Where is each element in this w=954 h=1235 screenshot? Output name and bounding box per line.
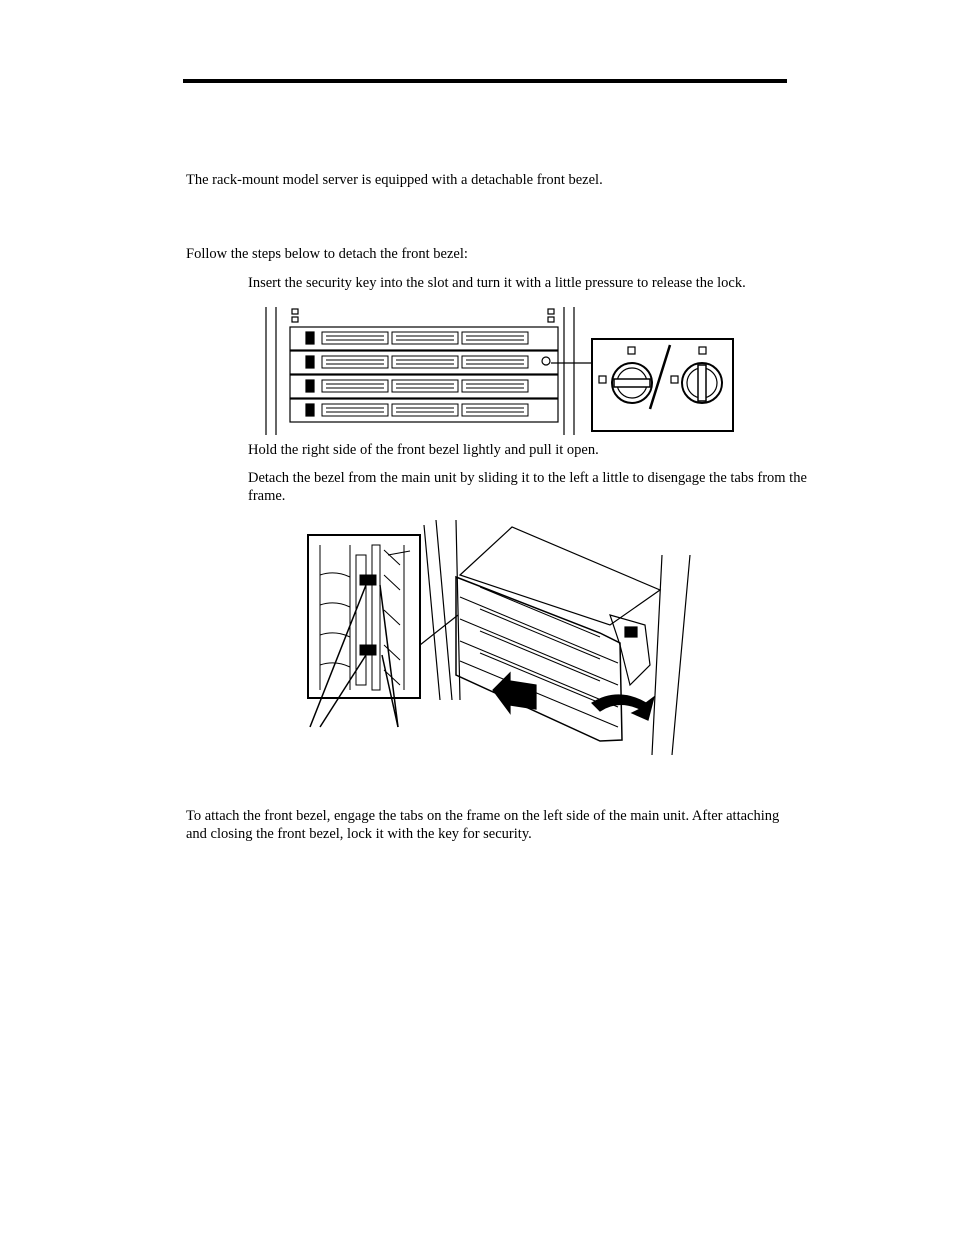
follow-steps-paragraph: Follow the steps below to detach the front bezel: <box>186 246 468 262</box>
unlocked-lock-icon <box>599 347 652 403</box>
locked-lock-icon <box>671 347 722 403</box>
slide-left-arrow-icon <box>493 673 536 713</box>
step-3-text: Detach the bezel from the main unit by sliding it to the left a little to disengage the tabs from the frame. <box>248 470 807 504</box>
attach-paragraph: To attach the front bezel, engage the tabs on the frame on the left side of the main unit. After attaching and closing the front bezel, lock it with the key for security. <box>186 808 780 842</box>
step-1-text: Insert the security key into the slot and turn it with a little pressure to release the lock. <box>248 275 746 291</box>
security-key-lock-illustration <box>262 305 737 438</box>
lock-keyhole-icon <box>542 357 550 365</box>
header-rule <box>183 79 787 83</box>
bezel-detach-illustration <box>300 515 700 760</box>
pull-open-arrow-icon <box>592 695 654 720</box>
intro-paragraph: The rack-mount model server is equipped with a detachable front bezel. <box>186 172 603 188</box>
step-2-text: Hold the right side of the front bezel lightly and pull it open. <box>248 442 599 458</box>
